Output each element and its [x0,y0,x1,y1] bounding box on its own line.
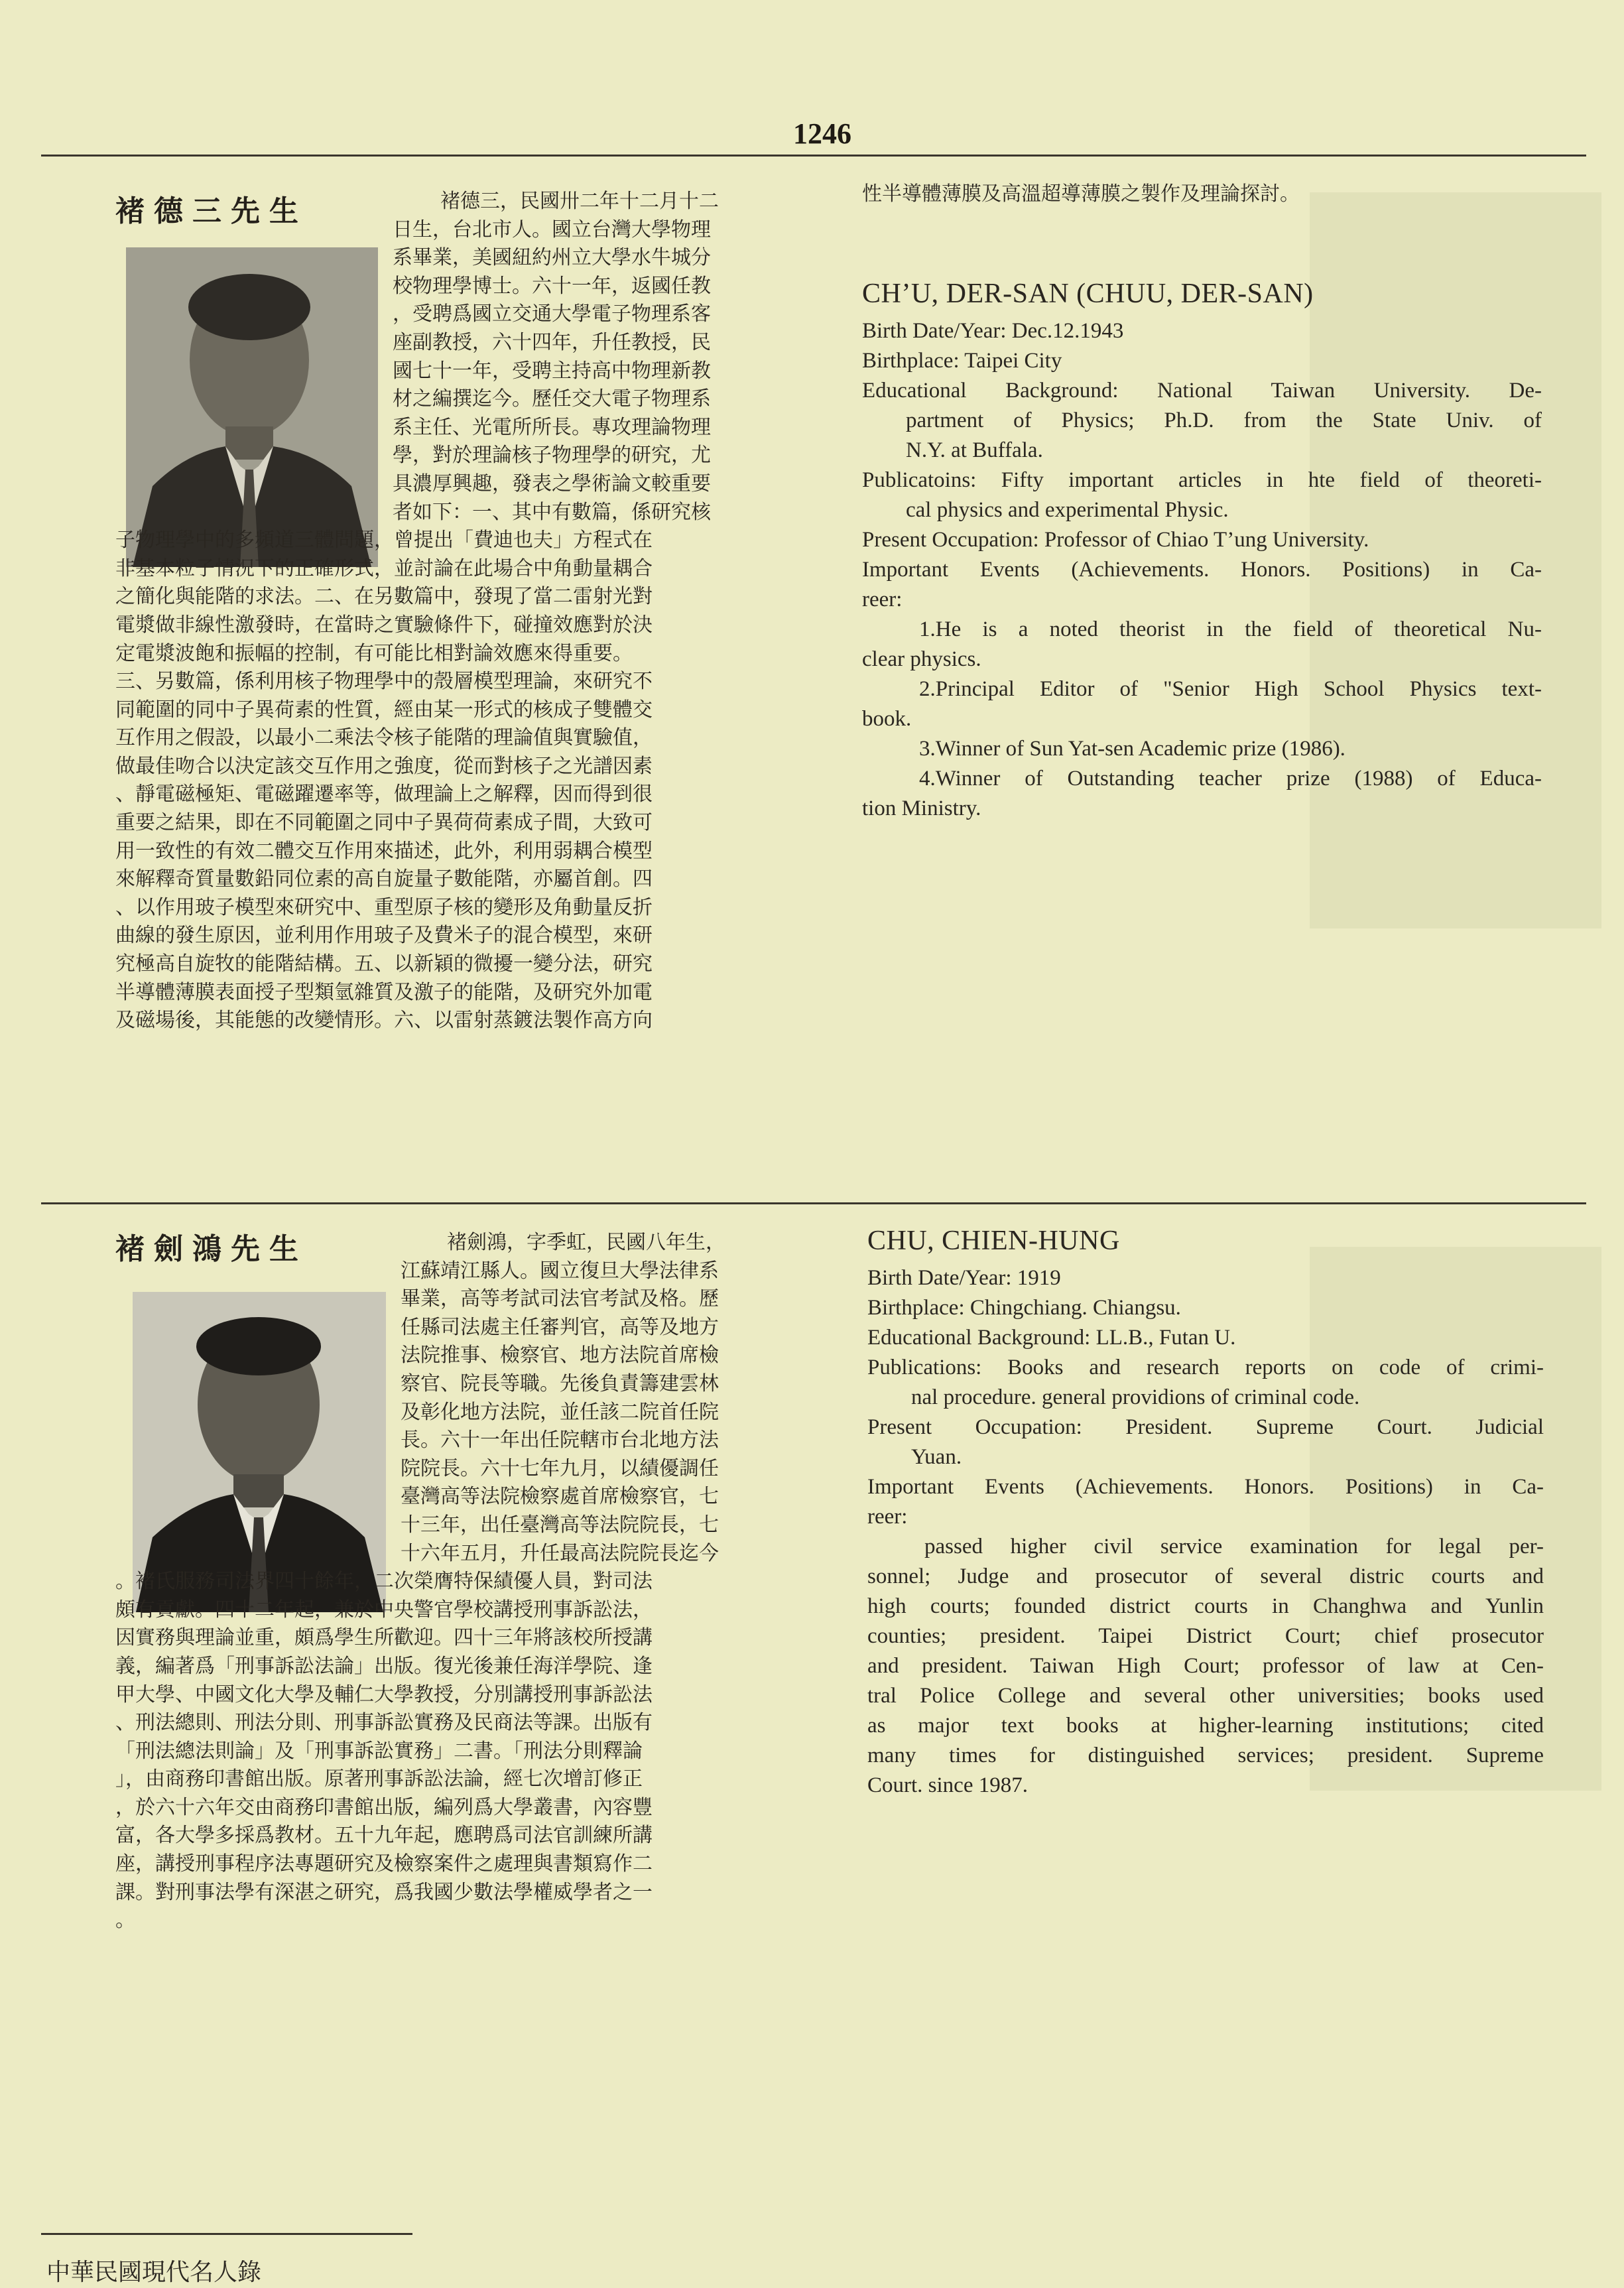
english-line: Birth Date/Year: Dec.12.1943 [862,319,1124,343]
english-line: 1.He is a noted theorist in the field of theoretical Nu- [919,617,1542,641]
zh-line: 做最佳吻合以決定該交互作用之強度，從而對核子之光譜因素 [115,754,653,778]
zh-line: 來解釋奇質量數鉛同位素的高自旋量子數能階，亦屬首創。四 [115,867,653,891]
entry-1-english-name: CH’U, DER-SAN (CHUU, DER-SAN) [862,279,1314,309]
entry-2-english-name: CHU, CHIEN-HUNG [867,1226,1120,1256]
zh-line: 及彰化地方法院，並任該二院首任院 [401,1400,719,1424]
english-line: passed higher civil service examination for legal per- [924,1535,1544,1558]
footer-rule [41,2233,412,2235]
zh-line: 用一致性的有效二體交互作用來描述，此外，利用弱耦合模型 [115,839,653,863]
zh-line: 非基本粒子情況下的正確形式，並討論在此場合中角動量耦合 [115,556,653,580]
zh-line: 之簡化與能階的求法。二、在另數篇中，發現了當二雷射光對 [115,585,653,609]
english-line: sonnel; Judge and prosecutor of several distric courts and [867,1564,1544,1588]
zh-line: 褚劍鴻，字季虹，民國八年生， [447,1231,725,1254]
english-line: Birthplace: Taipei City [862,349,1062,373]
zh-line: 富，各大學多採爲教材。五十九年起，應聘爲司法官訓練所講 [115,1824,653,1848]
zh-line: 義，編著爲「刑事訴訟法論」出版。復光後兼任海洋學院、逢 [115,1654,653,1678]
english-line: as major text books at higher-learning institutions; cited [867,1714,1544,1738]
zh-line: 院院長。六十七年九月，以績優調任 [401,1456,719,1480]
entry-1-english-bio [862,275,1542,824]
english-line: 2.Principal Editor of "Senior High School Physics text- [919,677,1542,701]
zh-line: 。 [115,1909,135,1933]
zh-line: 定電漿波飽和振幅的控制，有可能比相對論效應來得重要。 [115,641,633,665]
entry-2-english-bio [867,1222,1544,1801]
entry-1-chinese-name: 褚德三先生 [115,194,308,228]
zh-line: 及磁場後，其能態的改變情形。六、以雷射蒸鍍法製作高方向 [115,1009,653,1033]
english-line: Yuan. [911,1445,962,1469]
entry-1-chinese-bio [115,188,719,1035]
zh-line: 、以作用玻子模型來研究中、重型原子核的變形及角動量反折 [115,895,653,919]
zh-line: ，受聘爲國立交通大學電子物理系客 [393,302,711,326]
zh-line: 三、另數篇，係利用核子物理學中的殼層模型理論，來研究不 [115,670,653,694]
english-line: reer: [862,588,903,611]
zh-line: 」，由商務印書館出版。原著刑事訴訟法論，經七次增訂修正 [115,1767,643,1791]
zh-line: 系主任、光電所所長。專攻理論物理 [393,415,711,439]
zh-line: 頗有貢獻。四十二年起，兼於中央警官學校講授刑事訴訟法， [115,1598,653,1621]
english-line: Important Events (Achievements. Honors. Positions) in Ca- [862,558,1542,582]
english-line: tral Police College and several other universities; books used [867,1684,1544,1708]
english-line: N.Y. at Buffala. [906,438,1043,462]
entry-1-chinese-continuation: 性半導體薄膜及高溫超導薄膜之製作及理論探討。 [862,182,1300,206]
entry-1-english-lines [862,316,1542,824]
zh-line: 法院推事、檢察官、地方法院首席檢 [401,1344,719,1367]
zh-line: 學，對於理論核子物理學的研究，尤 [393,444,711,468]
zh-line: 褚德三，民國卅二年十二月十二 [440,190,719,213]
page-number: 1246 [793,117,851,150]
english-line: Publications: Books and research reports on code of crimi- [867,1356,1544,1379]
english-line: cal physics and experimental Physic. [906,498,1229,522]
zh-line: 具濃厚興趣，發表之學術論文較重要 [393,472,711,495]
english-line: Birth Date/Year: 1919 [867,1266,1061,1290]
english-line: Court. since 1987. [867,1773,1028,1797]
zh-line: 甲大學、中國文化大學及輔仁大學教授，分別講授刑事訴訟法 [115,1683,653,1706]
zh-line: ，於六十六年交由商務印書館出版，編列爲大學叢書，內容豐 [115,1795,653,1819]
english-line: clear physics. [862,647,981,671]
zh-line: 互作用之假設，以最小二乘法令核子能階的理論值與實驗值， [115,726,653,750]
entry-2-chinese-name: 褚劍鴻先生 [115,1232,308,1266]
zh-line: 因實務與理論並重，頗爲學生所歡迎。四十三年將該校所授講 [115,1626,653,1650]
english-line: Publicatoins: Fifty important articles in hte field of theoreti- [862,468,1542,492]
zh-line: 材之編撰迄今。歷任交大電子物理系 [393,387,711,411]
zh-line: 曲線的發生原因，並利用作用玻子及費米子的混合模型，來研 [115,924,653,948]
zh-line: 系畢業，美國紐約州立大學水牛城分 [393,246,711,270]
zh-line: 究極高自旋牧的能階結構。五、以新穎的微擾一變分法，研究 [115,952,653,976]
english-line: high courts; founded district courts in Changhwa and Yunlin [867,1594,1544,1618]
zh-line: 國七十一年，受聘主持高中物理新教 [393,359,711,383]
zh-line: 任縣司法處主任審判官，高等及地方 [401,1315,719,1339]
english-line: partment of Physics; Ph.D. from the State Univ. of [906,409,1542,432]
zh-line: 課。對刑事法學有深湛之研究，爲我國少數法學權威學者之一 [115,1880,653,1904]
english-line: reer: [867,1505,908,1529]
english-line: 3.Winner of Sun Yat-sen Academic prize (1986). [919,737,1345,761]
zh-line: 十六年五月，升任最高法院院長迄今 [401,1541,719,1565]
entry-2-chinese-bio [115,1229,725,1935]
english-line: Important Events (Achievements. Honors. Positions) in Ca- [867,1475,1544,1499]
footer-book-title: 中華民國現代名人錄 [46,2259,262,2286]
english-line: book. [862,707,912,731]
zh-line: 「刑法總法則論」及「刑事訴訟實務」二書。「刑法分則釋論 [115,1739,643,1763]
zh-line: 座副教授，六十四年，升任教授，民 [393,330,711,354]
zh-line: 日生，台北市人。國立台灣大學物理 [393,218,711,241]
zh-line: 長。六十一年出任院轄市台北地方法 [401,1429,719,1452]
zh-line: 、靜電磁極矩、電磁躍遷率等，做理論上之解釋，因而得到很 [115,783,653,806]
english-line: tion Ministry. [862,796,981,820]
zh-line: 察官、院長等職。先後負責籌建雲林 [401,1371,719,1395]
english-line: many times for distinguished services; president. Supreme [867,1744,1544,1767]
zh-line: 江蘇靖江縣人。國立復旦大學法律系 [401,1259,719,1283]
section-divider [41,1202,1586,1204]
english-line: Educational Background: National Taiwan University. De- [862,379,1542,403]
english-line: and president. Taiwan High Court; professor of law at Cen- [867,1654,1544,1678]
english-line: nal procedure. general providions of criminal code. [911,1385,1360,1409]
zh-line: 、刑法總則、刑法分則、刑事訴訟實務及民商法等課。出版有 [115,1711,653,1735]
zh-line: 校物理學博士。六十一年，返國任教 [393,274,711,298]
zh-line: 十三年，出任臺灣高等法院院長，七 [401,1513,719,1537]
english-line: 4.Winner of Outstanding teacher prize (1988) of Educa- [919,767,1542,791]
zh-line: 半導體薄膜表面授子型類氫雜質及激子的能階，及研究外加電 [115,980,653,1004]
zh-line: 畢業，高等考試司法官考試及格。歷 [401,1287,719,1311]
english-line: counties; president. Taipei District Court; chief prosecutor [867,1624,1544,1648]
zh-line: 子物理學中的多頻道三體問題，曾提出「費迪也夫」方程式在 [115,529,653,552]
zh-line: 重要之結果，即在不同範圍之同中子異荷荷素成子間，大致可 [115,811,653,835]
zh-line: 臺灣高等法院檢察處首席檢察官，七 [401,1485,719,1509]
english-line: Present Occupation: President. Supreme Court. Judicial [867,1415,1544,1439]
header-rule [41,155,1586,157]
zh-line: 者如下：一、其中有數篇，係研究核 [393,500,711,524]
english-line: Educational Background: LL.B., Futan U. [867,1326,1236,1350]
entry-2-english-lines [867,1263,1544,1801]
zh-line: 座，講授刑事程序法專題研究及檢察案件之處理與書類寫作二 [115,1852,653,1876]
english-line: Birthplace: Chingchiang. Chiangsu. [867,1296,1181,1320]
zh-line: 同範圍的同中子異荷素的性質，經由某一形式的核成子雙體交 [115,698,653,722]
zh-line: 。褚氏服務司法界四十餘年，二次榮膺特保績優人員，對司法 [115,1570,653,1594]
zh-line: 電漿做非線性激發時，在當時之實驗條件下，碰撞效應對於決 [115,613,653,637]
english-line: Present Occupation: Professor of Chiao T’ung University. [862,528,1369,552]
